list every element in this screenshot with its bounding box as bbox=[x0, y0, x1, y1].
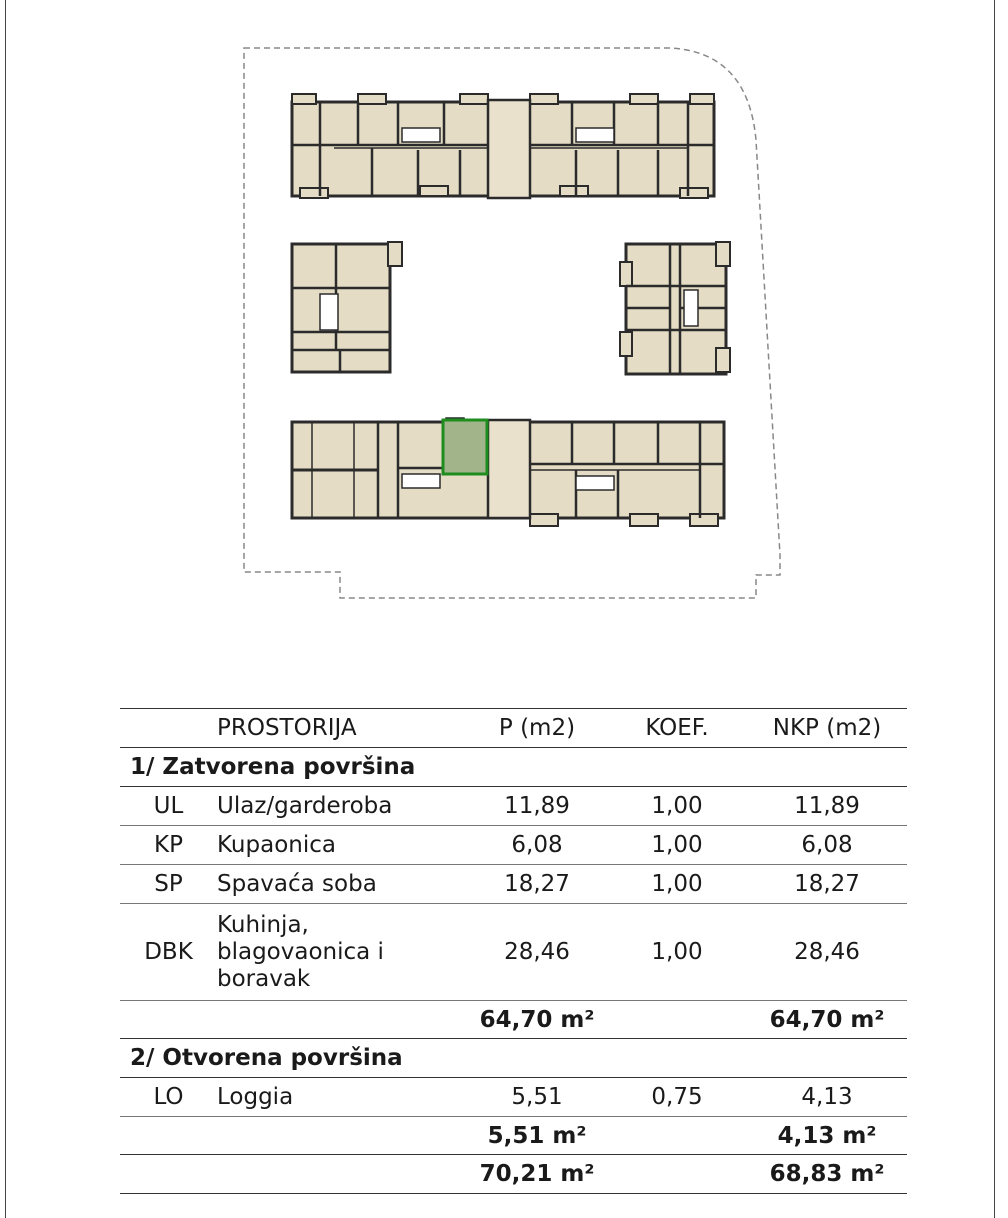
row-p: 11,89 bbox=[467, 787, 607, 826]
row-p: 18,27 bbox=[467, 865, 607, 904]
header-p: P (m2) bbox=[467, 709, 607, 748]
section-closed-title-row bbox=[120, 748, 907, 787]
row-room: Kupaonica bbox=[217, 826, 467, 865]
section-open-sum-row bbox=[120, 1117, 907, 1155]
row-nkp: 6,08 bbox=[747, 826, 907, 865]
sum-closed-nkp: 64,70 m² bbox=[747, 1001, 907, 1039]
row-room: Ulaz/garderoba bbox=[217, 787, 467, 826]
total-row bbox=[120, 1155, 907, 1194]
row-room: Loggia bbox=[217, 1078, 467, 1117]
row-code: KP bbox=[120, 826, 217, 865]
total-nkp: 68,83 m² bbox=[747, 1155, 907, 1194]
row-code: UL bbox=[120, 787, 217, 826]
header-room: PROSTORIJA bbox=[217, 709, 467, 748]
row-koef: 1,00 bbox=[607, 904, 747, 1001]
area-table bbox=[120, 708, 907, 1194]
row-room-line: Kuhinja, bbox=[217, 911, 309, 938]
section-closed-sum-row bbox=[120, 1001, 907, 1039]
row-p: 5,51 bbox=[467, 1078, 607, 1117]
row-nkp: 28,46 bbox=[747, 904, 907, 1001]
table-row bbox=[120, 865, 907, 904]
row-room-line: blagovaonica i bbox=[217, 938, 384, 965]
row-room-line: boravak bbox=[217, 965, 311, 992]
highlighted-apartment bbox=[443, 420, 487, 474]
row-code: SP bbox=[120, 865, 217, 904]
row-code: DBK bbox=[120, 904, 217, 1001]
row-p: 6,08 bbox=[467, 826, 607, 865]
row-koef: 1,00 bbox=[607, 826, 747, 865]
sum-open-p: 5,51 m² bbox=[467, 1117, 607, 1155]
section-open-title: 2/ Otvorena površina bbox=[120, 1039, 907, 1078]
section-closed-title: 1/ Zatvorena površina bbox=[120, 748, 907, 787]
table-header-row bbox=[120, 709, 907, 748]
header-code bbox=[120, 709, 217, 748]
row-koef: 1,00 bbox=[607, 865, 747, 904]
header-nkp: NKP (m2) bbox=[747, 709, 907, 748]
row-nkp: 11,89 bbox=[747, 787, 907, 826]
header-koef: KOEF. bbox=[607, 709, 747, 748]
row-p: 28,46 bbox=[467, 904, 607, 1001]
section-open-title-row bbox=[120, 1039, 907, 1078]
table-row bbox=[120, 787, 907, 826]
table-row bbox=[120, 1078, 907, 1117]
row-nkp: 4,13 bbox=[747, 1078, 907, 1117]
sum-closed-p: 64,70 m² bbox=[467, 1001, 607, 1039]
total-p: 70,21 m² bbox=[467, 1155, 607, 1194]
row-nkp: 18,27 bbox=[747, 865, 907, 904]
row-code: LO bbox=[120, 1078, 217, 1117]
sum-open-nkp: 4,13 m² bbox=[747, 1117, 907, 1155]
row-room: Spavaća soba bbox=[217, 865, 467, 904]
row-koef: 1,00 bbox=[607, 787, 747, 826]
building-middle-left bbox=[292, 242, 402, 372]
row-koef: 0,75 bbox=[607, 1078, 747, 1117]
table-row bbox=[120, 904, 907, 1001]
table-row bbox=[120, 826, 907, 865]
row-room bbox=[217, 904, 467, 1001]
